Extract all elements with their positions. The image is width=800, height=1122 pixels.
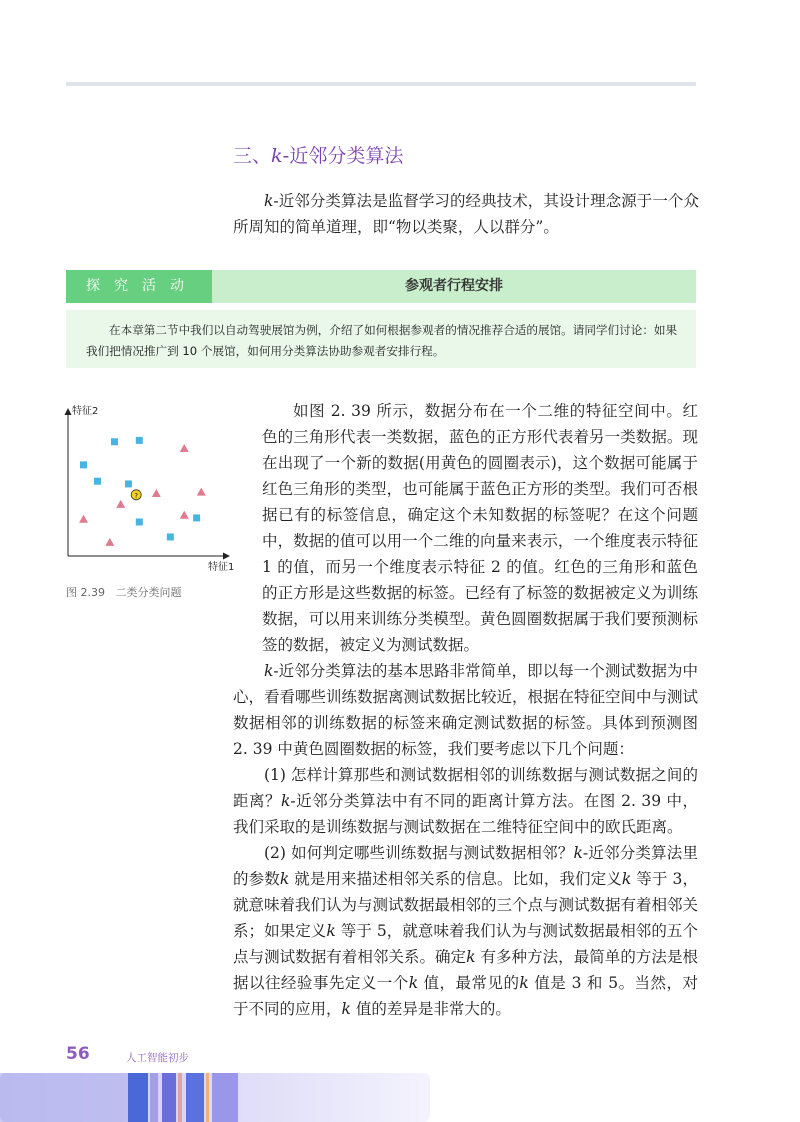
body-text <box>233 398 699 1022</box>
activity-header <box>66 270 696 303</box>
top-rule <box>66 82 696 86</box>
y-axis-label: 特征2 <box>72 406 99 417</box>
square-point-7 <box>167 533 174 540</box>
scatter-figure <box>58 398 248 574</box>
footer-decoration <box>0 1073 430 1122</box>
activity-tag: 探究活动 <box>66 270 212 303</box>
paragraph-2: k-近邻分类算法的基本思路非常简单，即以每一个测试数据为中心，看看哪些训练数据离测试数据比较近，根据在特征空间中与测试数据相邻的训练数据的标签来确定测试数据的标签。具体到预测图 2. 39 中黄色圆圈数据的标签，我们要考虑以下几个问题： <box>233 662 699 758</box>
paragraph-1: 如图 2. 39 所示，数据分布在一个二维的特征空间中。红色的三角形代表一类数据，蓝色的正方形代表着另一类数据。现在出现了一个新的数据(用黄色的圆圈表示)，这个数据可能属于红色三角形的类型，也可能属于蓝色正方形的类型。我们可否根据已有的标签信息，确定这个未知数据的标签呢？在这个问题中，数据的值可以用一个二维的向量来表示，一个维度表示特征 1 的值，而另一个维度表示特征 2 的值。红色的三角形和蓝色的正方形是这些数据的标签。已经有了标签的数据被定义为训练数据，可以用来训练分类模型。黄色圆圈数据属于我们要预测标签的数据，被定义为测试数据。 <box>262 402 698 654</box>
triangle-point-3 <box>152 489 161 497</box>
data-points <box>79 437 206 546</box>
triangle-point-2 <box>197 488 206 496</box>
test-point <box>131 490 141 500</box>
test-point-label: ? <box>134 491 139 500</box>
square-point-5 <box>125 480 132 487</box>
square-point-1 <box>111 438 118 445</box>
square-point-4 <box>94 478 101 485</box>
triangle-point-4 <box>116 500 125 508</box>
square-point-3 <box>80 461 87 468</box>
activity-title: 参观者行程安排 <box>405 278 503 294</box>
triangle-point-1 <box>180 444 189 452</box>
figure-caption: 图 2.39 二类分类问题 <box>66 586 182 599</box>
square-point-8 <box>136 519 143 526</box>
square-point-6 <box>193 514 200 521</box>
x-axis-label: 特征1 <box>208 562 235 573</box>
page-number: 56 <box>66 1044 90 1064</box>
section-title: 三、k-近邻分类算法 <box>233 145 404 167</box>
triangle-point-6 <box>79 515 88 523</box>
triangle-point-5 <box>180 511 189 519</box>
paragraph-3: (1) 怎样计算那些和测试数据相邻的训练数据与测试数据之间的距离？k-近邻分类算法中有不同的距离计算方法。在图 2. 39 中，我们采取的是训练数据与测试数据在二维特征空间中的欧氏距离。 <box>233 766 698 836</box>
paragraph-4: (2) 如何判定哪些训练数据与测试数据相邻？k-近邻分类算法里的参数k 就是用来描述相邻关系的信息。比如，我们定义k 等于 3，就意味着我们认为与测试数据最相邻的三个点与测试数据有着相邻关系；如果定义k 等于 5，就意味着我们认为与测试数据最相邻的五个点与测试数据有着相邻关系。确定k 有多种方法，最简单的方法是根据以往经验事先定义一个k 值，最常见的k 值是 3 和 5。当然，对于不同的应用，k 值的差异是非常大的。 <box>233 844 699 1018</box>
book-title: 人工智能初步 <box>126 1052 189 1064</box>
square-point-2 <box>136 437 143 444</box>
activity-body: 在本章第二节中我们以自动驾驶展馆为例，介绍了如何根据参观者的情况推荐合适的展馆。请同学们讨论：如果我们把情况推广到 10 个展馆，如何用分类算法协助参观者安排行程。 <box>66 310 696 368</box>
scatter-chart <box>58 398 248 574</box>
intro-paragraph: k-近邻分类算法是监督学习的经典技术，其设计理念源于一个众所周知的简单道理，即“物以类聚，人以群分”。 <box>233 192 699 236</box>
triangle-point-7 <box>105 538 114 546</box>
